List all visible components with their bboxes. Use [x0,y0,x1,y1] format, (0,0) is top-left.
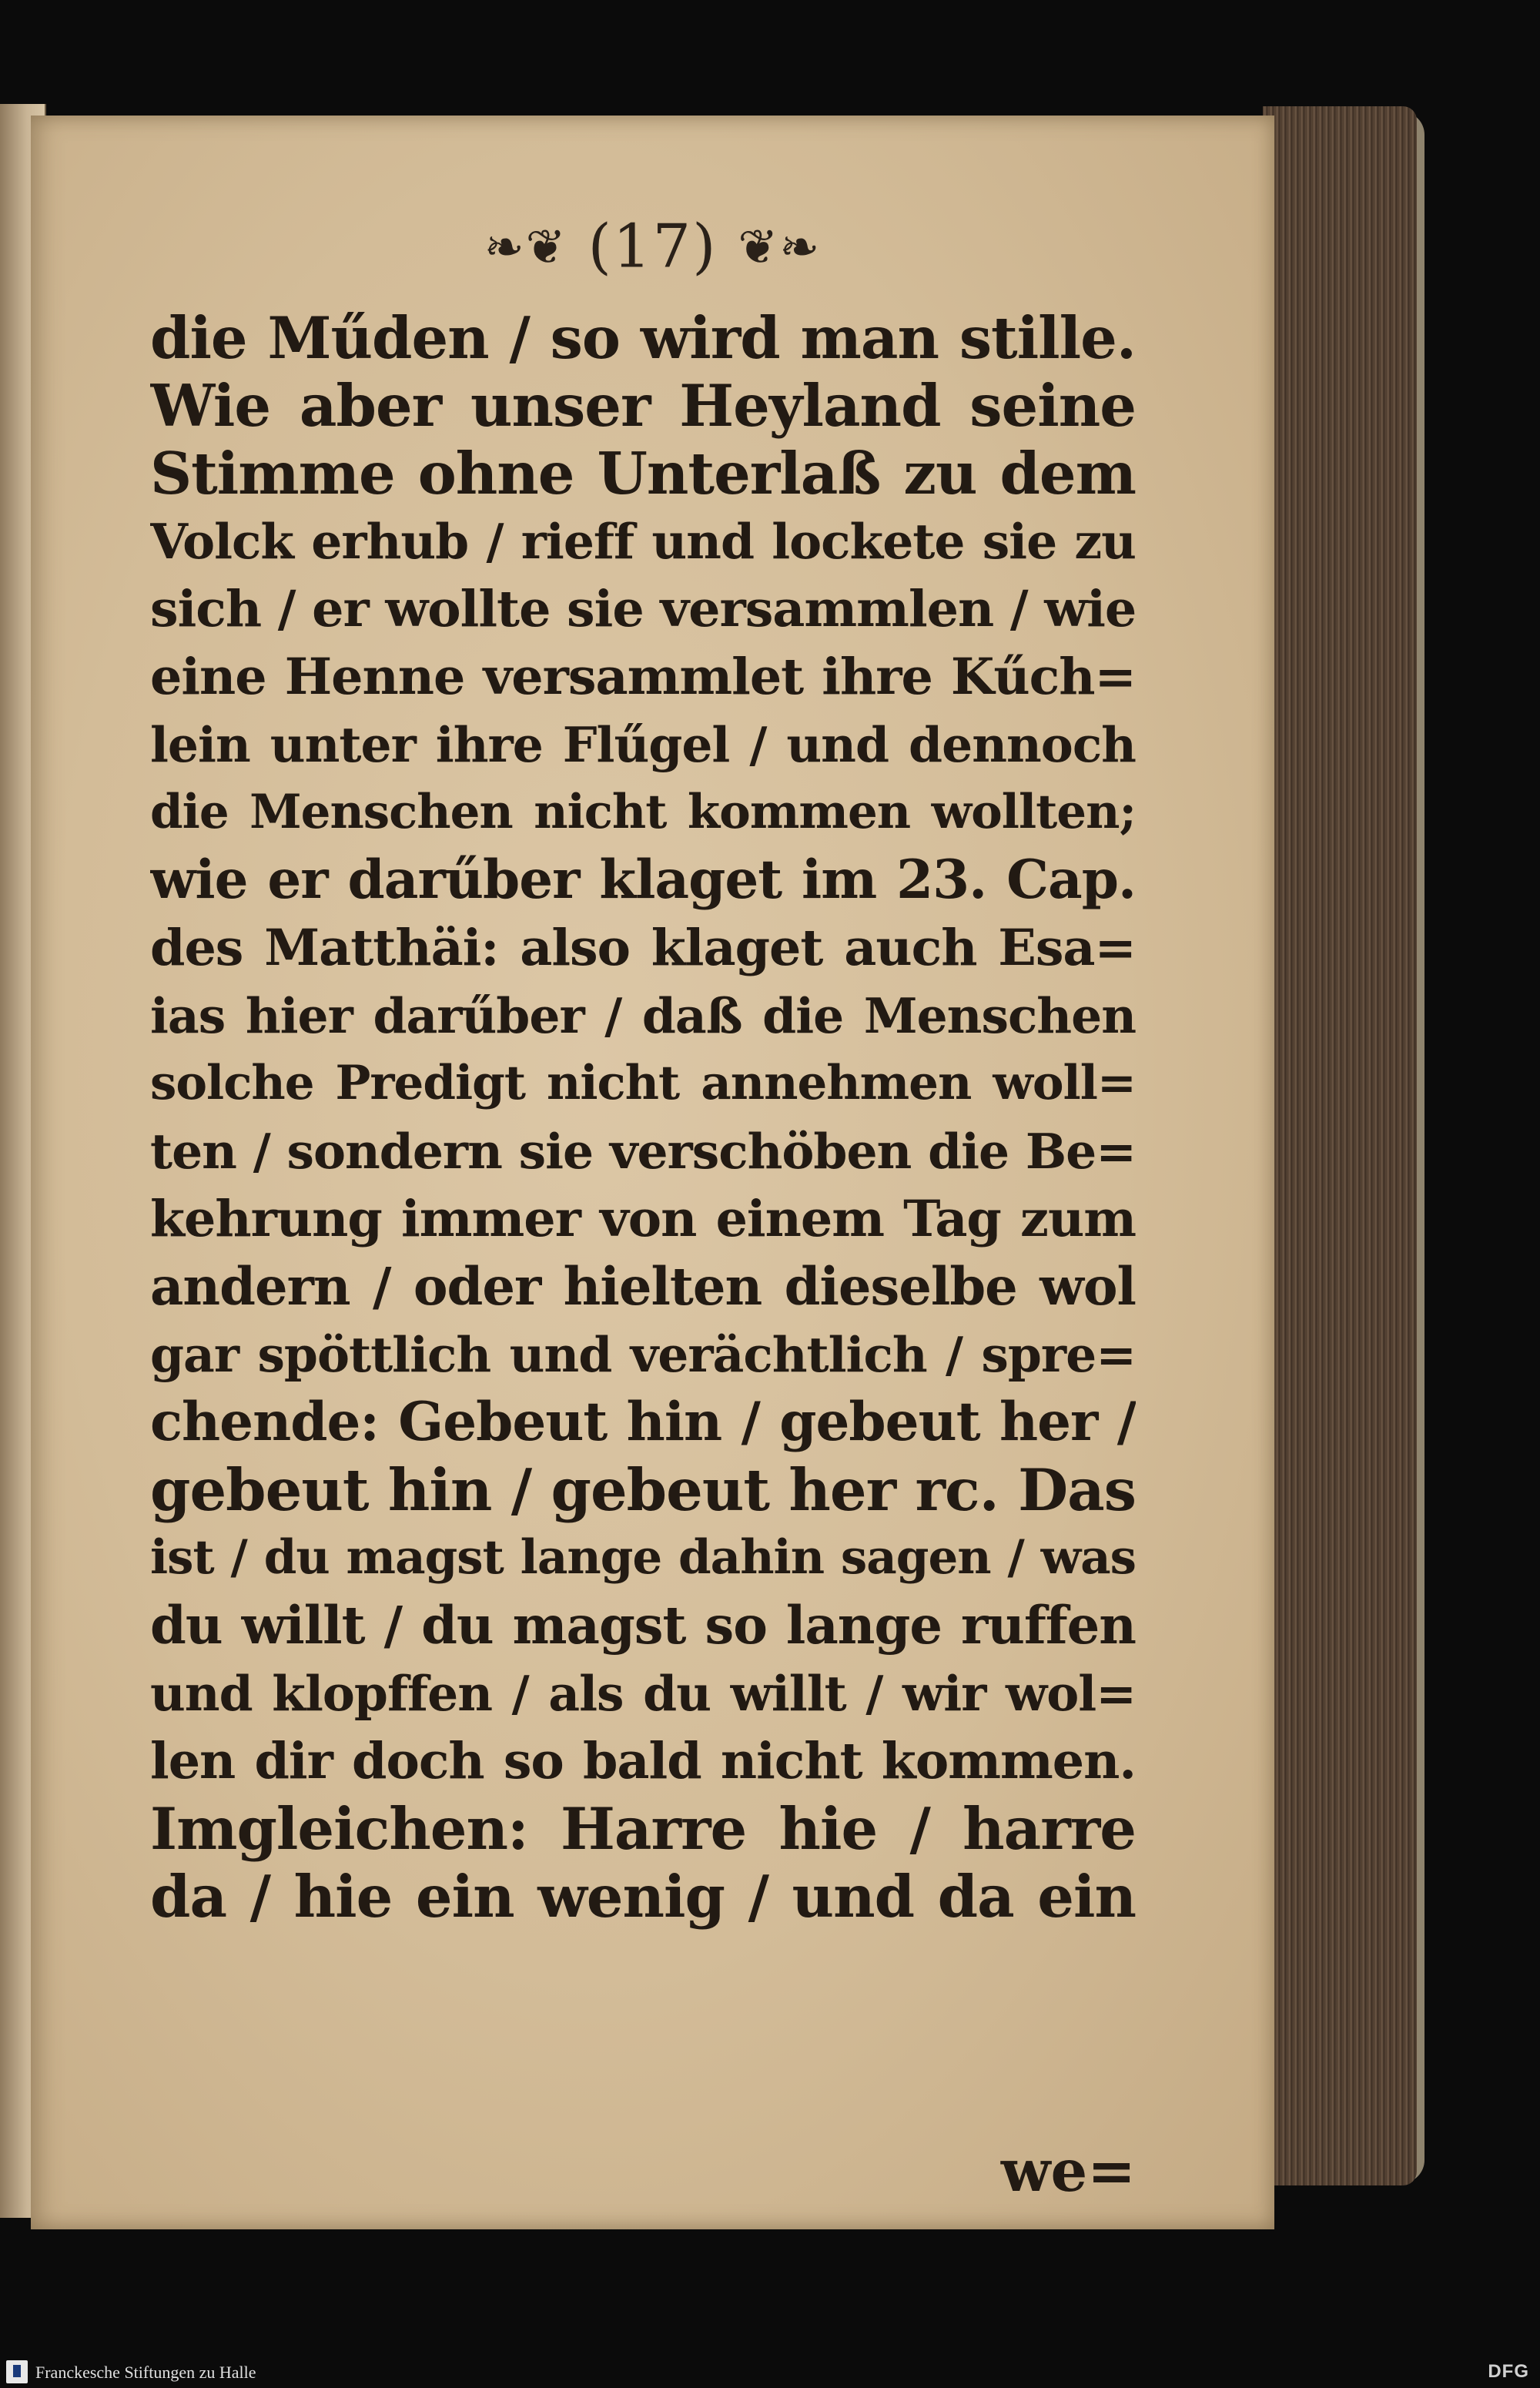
text-line: eine Henne versammlet ihre Kűch= [150,648,1136,706]
text-line: solche Predigt nicht annehmen woll= [150,1056,1136,1110]
footer-funder-logo: DFG [1488,2361,1529,2382]
text-line: die Műden / so wird man stille. [150,304,1136,372]
text-line: die Menschen nicht kommen wollten; [150,785,1136,839]
text-line: du willt / du magst so lange ruffen [150,1595,1136,1656]
text-line: ist / du magst lange dahin sagen / was [150,1530,1136,1585]
text-line: des Matthäi: also klaget auch Esa= [150,919,1136,977]
header-ornament-right: ❦❧ [738,219,822,275]
text-line: lein unter ihre Flűgel / und dennoch [150,716,1136,773]
body-text [150,304,1136,1931]
text-line: chende: Gebeut hin / gebeut her / [150,1391,1136,1453]
text-line: andern / oder hielten dieselbe wol [150,1256,1136,1317]
institution-logo-icon [6,2360,28,2383]
text-line: Wie aber unser Heyland seine [150,372,1136,440]
text-line: kehrung immer von einem Tag zum [150,1190,1136,1248]
text-line: Stimme ohne Unterlaß zu dem [150,440,1136,507]
text-line: Volck erhub / rieff und lockete sie zu [150,513,1136,570]
text-line: gebeut hin / gebeut her rc. Das [150,1456,1136,1524]
text-line: len dir doch so bald nicht kommen. [150,1732,1136,1790]
running-header [31,208,1274,282]
footer-institution: Franckesche Stiftungen zu Halle [35,2363,256,2382]
text-line: sich / er wollte sie versammlen / wie [150,580,1136,638]
text-line: wie er darűber klaget im 23. Cap. [150,849,1136,911]
book-page [31,116,1274,2229]
catchword: we= [1000,2137,1136,2205]
page-number: (17) [588,212,718,282]
page-block-edge [1263,106,1417,2185]
text-line: gar spöttlich und verächtlich / spre= [150,1326,1136,1383]
text-line: ten / sondern sie verschöben die Be= [150,1123,1136,1180]
header-ornament-left: ❧❦ [484,219,567,275]
text-line: und klopffen / als du willt / wir wol= [150,1665,1136,1722]
text-line: ias hier darűber / daß die Menschen [150,987,1136,1044]
text-line: da / hie ein wenig / und da ein [150,1863,1136,1931]
text-line: Imgleichen: Harre hie / harre [150,1795,1136,1863]
footer-bar [0,2356,1540,2388]
